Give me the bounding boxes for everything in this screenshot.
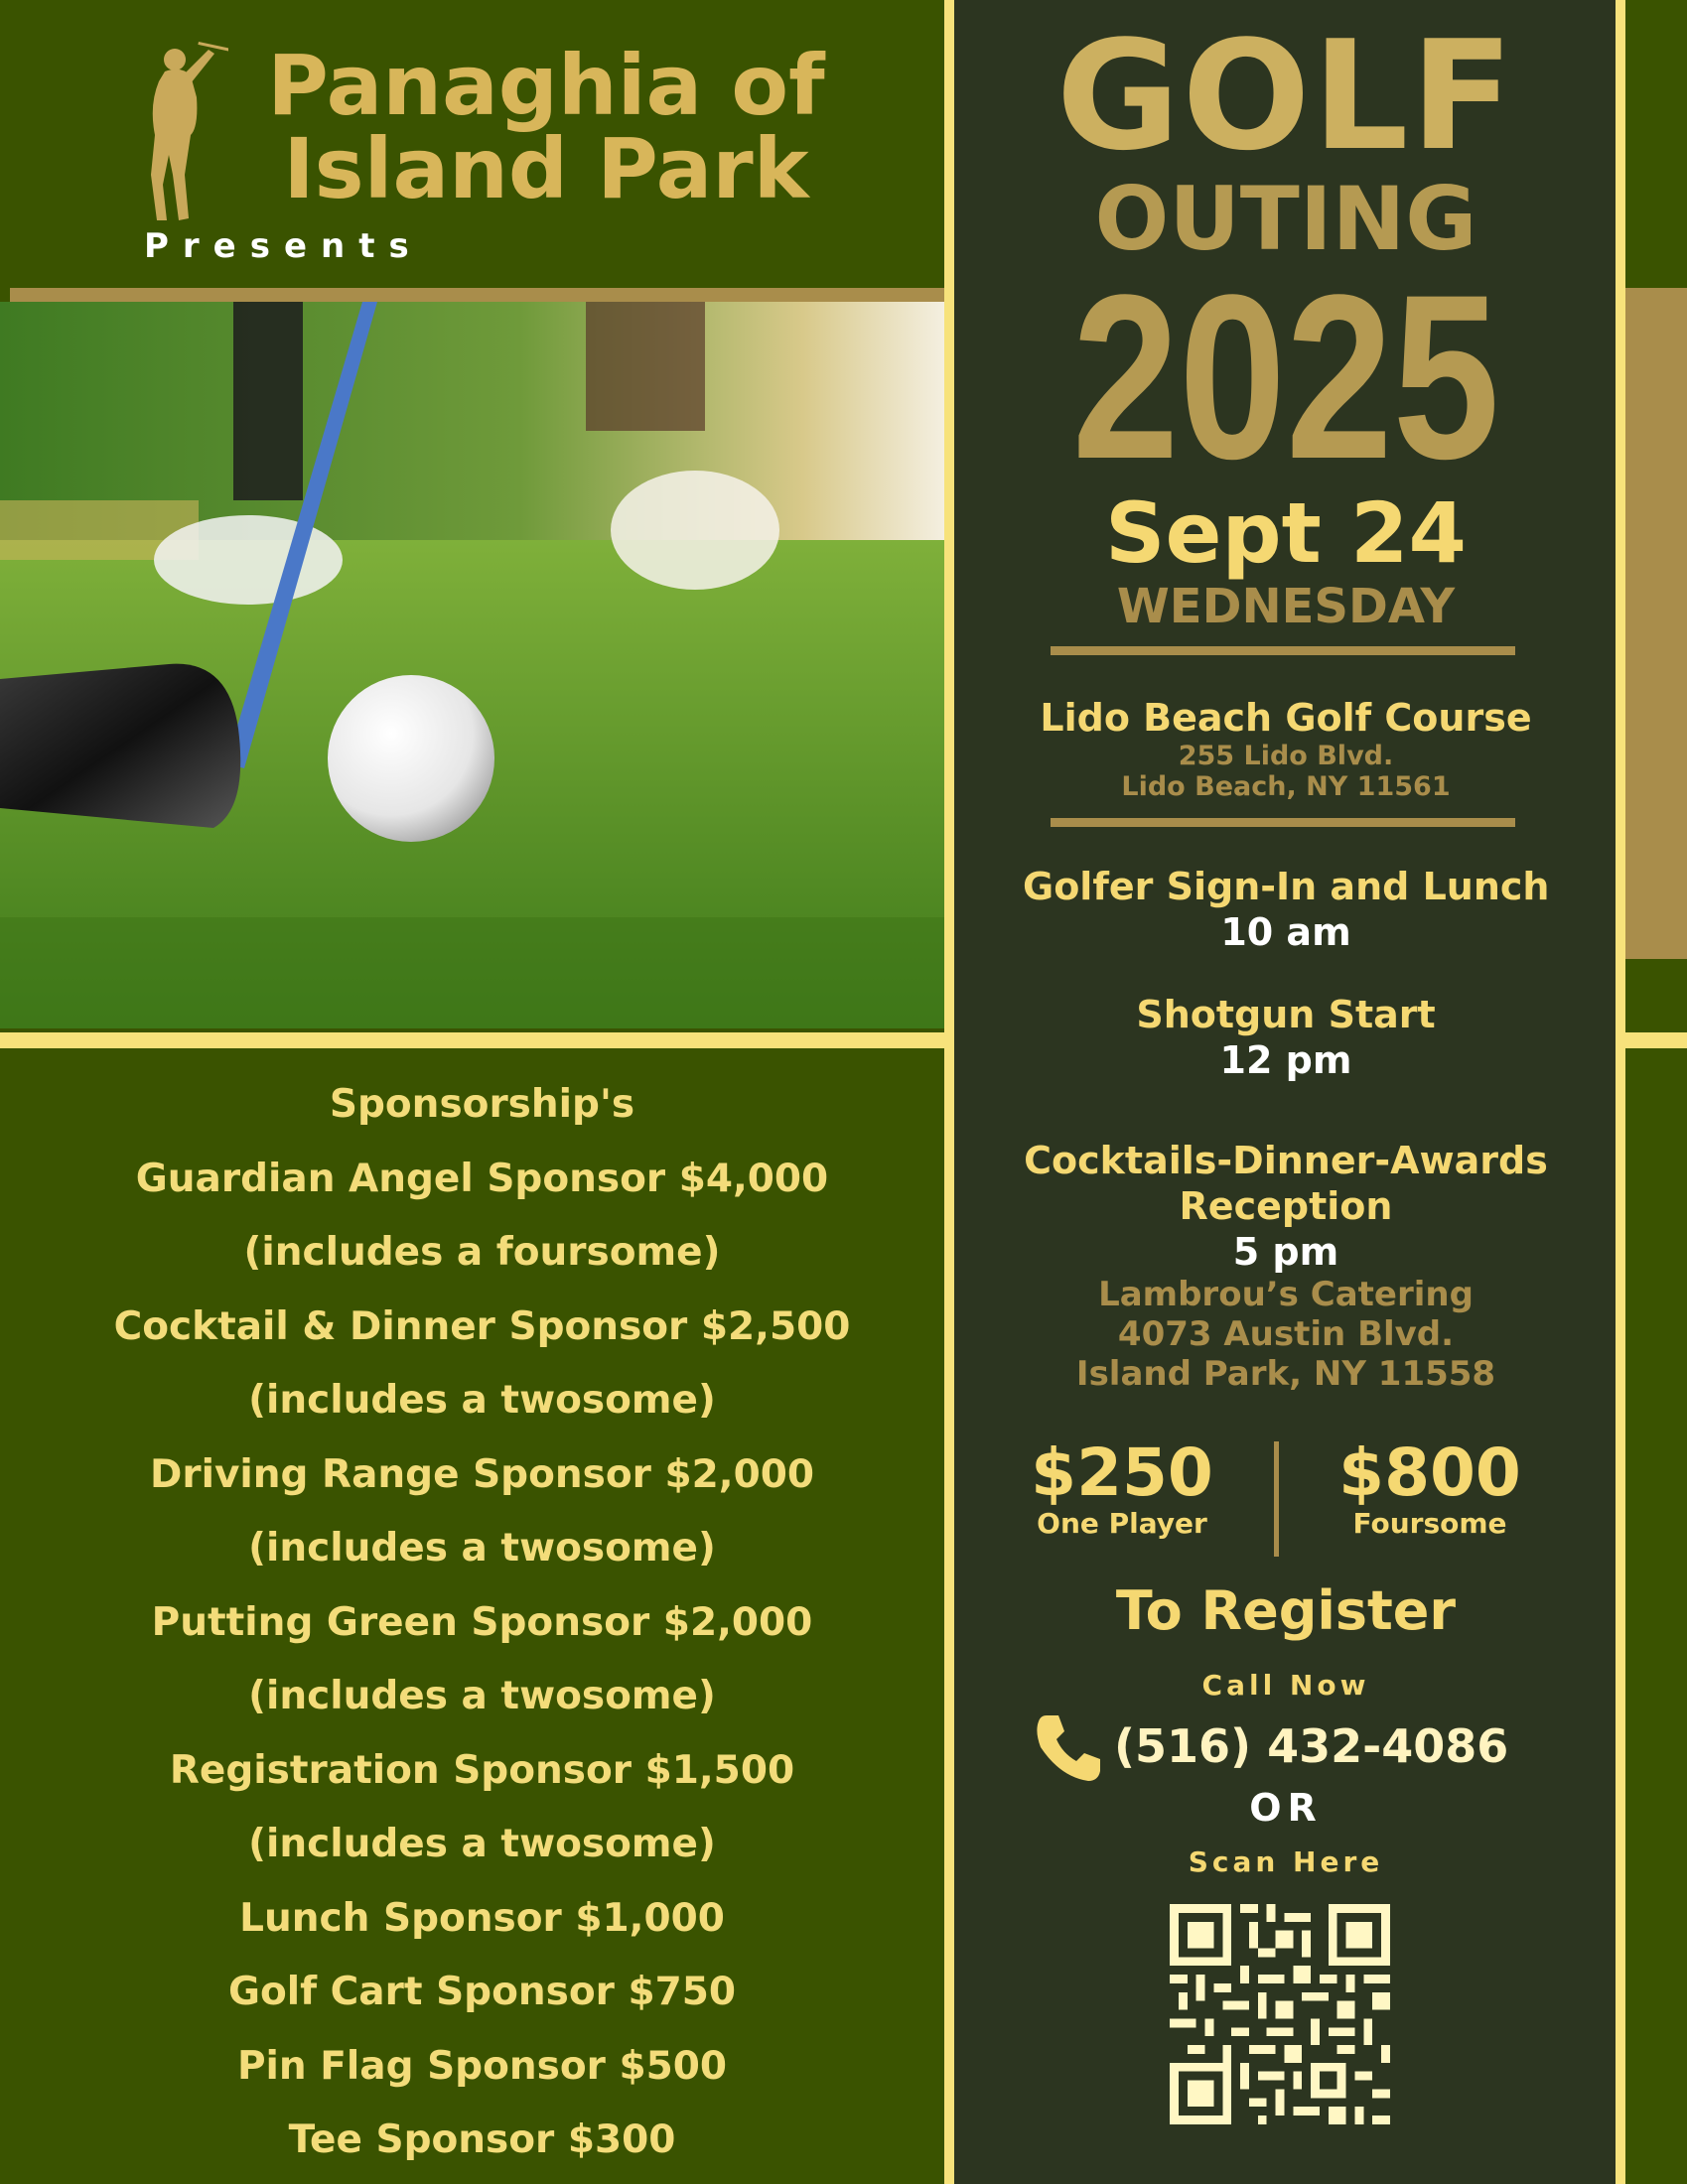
- reception-time: 5 pm: [1232, 1230, 1339, 1274]
- yellow-divider: [0, 1032, 944, 1048]
- sponsor-tier-note: (includes a twosome): [248, 1378, 716, 1423]
- phone-icon: [1033, 1711, 1104, 1783]
- gold-rule: [1051, 646, 1515, 655]
- event-year: 2025: [1071, 246, 1500, 508]
- sponsor-tier: Tee Sponsor $300: [288, 2117, 676, 2162]
- gold-divider: [10, 288, 944, 302]
- price-foursome: [1331, 1434, 1529, 1540]
- reception-label-line1: Cocktails-Dinner-Awards: [1024, 1139, 1548, 1182]
- sponsor-tier: Cocktail & Dinner Sponsor $2,500: [113, 1303, 851, 1349]
- signin-time: 10 am: [1220, 910, 1351, 954]
- sponsor-tier: Guardian Angel Sponsor $4,000: [135, 1156, 829, 1201]
- venue-address-line1: 255 Lido Blvd.: [1178, 741, 1394, 771]
- price-single-amount: $250: [1031, 1434, 1213, 1511]
- shotgun-block: [1023, 992, 1549, 1083]
- golf-ball-club-illustration: [0, 302, 944, 1028]
- venue-address-line2: Lido Beach, NY 11561: [1121, 771, 1451, 802]
- price-divider: [1274, 1441, 1279, 1557]
- register-heading: To Register: [1115, 1579, 1457, 1642]
- caterer-address-line2: Island Park, NY 11558: [1075, 1354, 1496, 1394]
- reception-block: [1023, 1138, 1549, 1394]
- sponsor-tier: Putting Green Sponsor $2,000: [151, 1599, 813, 1645]
- presents-label: Presents: [144, 226, 423, 266]
- sponsor-tier-note: (includes a twosome): [248, 1822, 716, 1866]
- event-title: GOLF: [1055, 8, 1516, 184]
- venue-block: [1023, 695, 1549, 802]
- sponsor-tier-note: (includes a twosome): [248, 1526, 716, 1570]
- shotgun-time: 12 pm: [1219, 1038, 1352, 1082]
- side-yellow-divider: [1625, 1032, 1687, 1048]
- sponsor-tier-note: (includes a twosome): [248, 1674, 716, 1718]
- gold-rule: [1051, 818, 1515, 827]
- side-gold-block: [1625, 288, 1687, 959]
- price-foursome-label: Foursome: [1352, 1507, 1507, 1540]
- sponsor-tier-note: (includes a foursome): [243, 1230, 721, 1275]
- sponsorship-list: [0, 1068, 964, 2178]
- column-border: [1616, 0, 1625, 2184]
- call-now-label: Call Now: [1201, 1669, 1370, 1702]
- venue-name: Lido Beach Golf Course: [1040, 696, 1532, 740]
- sponsor-tier: Golf Cart Sponsor $750: [227, 1970, 737, 2014]
- phone-row[interactable]: [1023, 1711, 1549, 1781]
- sponsor-tier: Driving Range Sponsor $2,000: [150, 1451, 814, 1497]
- golf-photo: [0, 302, 944, 1028]
- sponsor-tier: Pin Flag Sponsor $500: [236, 2043, 728, 2089]
- scan-here-label: Scan Here: [1188, 1845, 1384, 1878]
- caterer-name: Lambrou’s Catering: [1098, 1275, 1474, 1314]
- price-single-label: One Player: [1037, 1507, 1207, 1540]
- phone-number[interactable]: (516) 432-4086: [1114, 1719, 1509, 1773]
- sponsor-tier: Registration Sponsor $1,500: [169, 1747, 795, 1793]
- organization-name: Panaghia of Island Park: [267, 37, 825, 217]
- golfer-silhouette-icon: [139, 36, 228, 224]
- qr-code[interactable]: [1170, 1904, 1390, 2124]
- reception-label-line2: Reception: [1179, 1184, 1393, 1228]
- or-label: OR: [1249, 1786, 1323, 1830]
- signin-label: Golfer Sign-In and Lunch: [1023, 865, 1550, 908]
- price-foursome-amount: $800: [1338, 1434, 1521, 1511]
- shotgun-label: Shotgun Start: [1136, 993, 1436, 1036]
- caterer-address-line1: 4073 Austin Blvd.: [1117, 1314, 1455, 1354]
- signin-block: [1023, 864, 1549, 955]
- sponsor-tier: Lunch Sponsor $1,000: [239, 1895, 725, 1941]
- price-single: [1023, 1434, 1221, 1540]
- event-subtitle: OUTING: [1094, 168, 1477, 270]
- event-weekday: WEDNESDAY: [1116, 579, 1456, 634]
- event-date: Sept 24: [1105, 484, 1467, 582]
- sponsorship-heading: Sponsorship's: [329, 1082, 635, 1127]
